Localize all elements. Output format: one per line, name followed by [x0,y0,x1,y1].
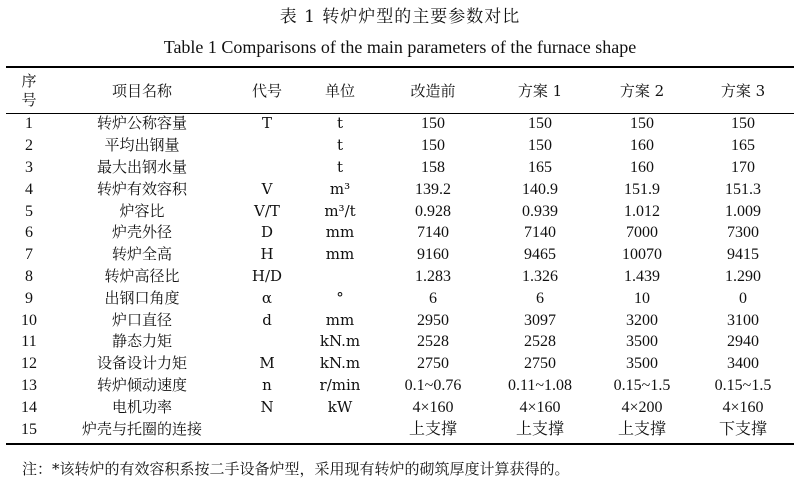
cell-before: 6 [429,289,437,307]
cell-plan-1: 1.326 [522,267,558,285]
cell-unit [302,266,378,288]
cell-item-name: 转炉公称容量 [96,114,187,133]
cell-plan-3: 3400 [727,355,759,373]
cell-index: 7 [25,246,33,264]
table-row [6,331,794,353]
header-symbol: 代号 [251,82,282,100]
table-row [6,113,794,135]
cell-symbol: d [262,310,272,329]
cell-index: 10 [21,311,37,329]
header-plan-2: 方案 2 [619,82,665,100]
table-row [6,244,794,266]
table-row [6,266,794,288]
cell-plan-2: 4×200 [621,398,663,416]
cell-symbol: V/T [254,201,280,220]
cell-plan-3: 0 [739,289,747,307]
header-index: 序 号 [21,71,37,109]
cell-before: 139.2 [415,180,451,198]
cell-plan-2: 10070 [622,246,662,264]
cell-plan-3: 3100 [727,311,759,329]
cell-item-name: 平均出钢量 [104,136,180,155]
cell-item-name: 炉壳与托圈的连接 [81,419,202,438]
header-plan-3: 方案 3 [720,82,766,100]
cell-unit [302,418,378,440]
cell-before: 上支撑 [408,420,457,438]
table-row [6,135,794,157]
cell-item-name: 炉容比 [119,201,165,220]
cell-before: 7140 [417,224,449,242]
table-row [6,375,794,397]
header-before: 改造前 [410,82,456,100]
cell-index: 2 [25,137,33,155]
cell-plan-3: 7300 [727,224,759,242]
cell-unit: kN.m [319,354,361,373]
table-row [6,353,794,375]
cell-index: 8 [25,267,33,285]
header-unit: 单位 [324,82,355,100]
cell-plan-2: 0.15~1.5 [613,376,671,394]
cell-item-name: 最大出钢水量 [96,157,187,176]
cell-before: 2950 [417,311,449,329]
cell-item-name: 设备设计力矩 [96,354,187,373]
table-row [6,222,794,244]
cell-item-name: 出钢口角度 [104,288,180,307]
cell-symbol: H/D [251,266,283,285]
cell-plan-3: 4×160 [722,398,764,416]
cell-plan-3: 170 [731,158,755,176]
cell-plan-2: 1.012 [624,202,660,220]
cell-index: 13 [21,376,37,394]
cell-unit: r/min [319,375,361,394]
cell-index: 14 [21,398,37,416]
cell-unit: mm [325,310,355,329]
cell-plan-1: 4×160 [519,398,561,416]
header-item-name: 项目名称 [111,82,172,100]
cell-symbol [232,331,302,353]
cell-before: 2750 [417,355,449,373]
cell-plan-2: 150 [630,115,654,133]
cell-unit: m³/t [324,201,356,220]
cell-symbol: n [262,375,272,394]
cell-index: 4 [25,180,33,198]
cell-plan-3: 150 [731,115,755,133]
cell-plan-2: 3500 [626,333,658,351]
cell-plan-3: 151.3 [725,180,761,198]
cell-before: 0.928 [415,202,451,220]
cell-plan-3: 2940 [727,333,759,351]
table-header-row [6,68,794,113]
table-bottom-rule [6,443,794,445]
cell-plan-1: 2528 [524,333,556,351]
cell-index: 15 [21,420,37,438]
cell-symbol: D [260,223,274,242]
cell-item-name: 电机功率 [111,397,172,416]
cell-plan-1: 2750 [524,355,556,373]
cell-symbol: N [260,397,274,416]
cell-symbol: α [261,288,273,307]
cell-before: 1.283 [415,267,451,285]
table-row [6,287,794,309]
table-footnote: 注：*该转炉的有效容积系按二手设备炉型，采用现有转炉的砌筑厚度计算获得的。 [22,460,570,478]
cell-item-name: 转炉有效容积 [96,179,187,198]
cell-before: 9160 [417,246,449,264]
header-plan-1: 方案 1 [517,82,563,100]
cell-symbol: M [259,354,275,373]
table-row [6,200,794,222]
cell-item-name: 转炉全高 [111,245,172,264]
cell-symbol [232,135,302,157]
cell-index: 12 [21,355,37,373]
cell-plan-2: 1.439 [624,267,660,285]
cell-unit: m³ [329,179,351,198]
cell-unit: mm [325,223,355,242]
cell-unit: ° [336,288,344,307]
cell-unit: t [336,114,344,133]
cell-index: 1 [25,115,33,133]
table-row [6,157,794,179]
cell-plan-3: 165 [731,137,755,155]
table-title-en: Table 1 Comparisons of the main parameters of the furnace shape [163,37,637,57]
cell-plan-1: 上支撑 [515,420,564,438]
cell-plan-2: 10 [634,289,650,307]
cell-plan-2: 上支撑 [617,420,666,438]
table-row [6,178,794,200]
cell-item-name: 转炉倾动速度 [96,375,187,394]
cell-item-name: 转炉高径比 [104,266,180,285]
cell-plan-1: 150 [528,137,552,155]
cell-index: 11 [21,333,37,351]
cell-plan-3: 0.15~1.5 [714,376,772,394]
cell-symbol [232,418,302,440]
cell-plan-1: 0.11~1.08 [507,376,573,394]
cell-index: 3 [25,158,33,176]
cell-item-name: 静态力矩 [111,332,172,351]
cell-plan-2: 3200 [626,311,658,329]
cell-plan-2: 3500 [626,355,658,373]
cell-item-name: 炉口直径 [111,310,172,329]
cell-before: 158 [421,158,445,176]
cell-plan-3: 下支撑 [718,420,767,438]
cell-plan-1: 6 [536,289,544,307]
cell-symbol: T [261,114,272,133]
cell-plan-1: 9465 [524,246,556,264]
cell-plan-2: 160 [630,137,654,155]
cell-index: 6 [25,224,33,242]
cell-symbol: V [261,179,273,198]
cell-plan-1: 165 [528,158,552,176]
parameters-table [6,68,794,440]
cell-unit: kW [327,397,353,416]
cell-plan-1: 3097 [524,311,556,329]
cell-before: 150 [421,115,445,133]
cell-item-name: 炉壳外径 [111,223,172,242]
cell-before: 150 [421,137,445,155]
cell-plan-2: 151.9 [624,180,660,198]
cell-symbol: H [260,245,274,264]
cell-index: 5 [25,202,33,220]
cell-unit: kN.m [319,332,361,351]
cell-unit: mm [325,245,355,264]
cell-plan-1: 150 [528,115,552,133]
cell-symbol [232,157,302,179]
cell-plan-2: 7000 [626,224,658,242]
cell-unit: t [336,136,344,155]
table-row [6,418,794,440]
cell-plan-1: 0.939 [522,202,558,220]
cell-before: 2528 [417,333,449,351]
cell-plan-3: 9415 [727,246,759,264]
cell-plan-1: 7140 [524,224,556,242]
table-row [6,396,794,418]
cell-plan-1: 140.9 [522,180,558,198]
table-row [6,309,794,331]
cell-before: 0.1~0.76 [404,376,462,394]
cell-index: 9 [25,289,33,307]
cell-before: 4×160 [412,398,454,416]
cell-plan-2: 160 [630,158,654,176]
table-title-cn: 表 1 转炉炉型的主要参数对比 [279,7,521,27]
cell-plan-3: 1.009 [725,202,761,220]
cell-unit: t [336,157,344,176]
cell-plan-3: 1.290 [725,267,761,285]
